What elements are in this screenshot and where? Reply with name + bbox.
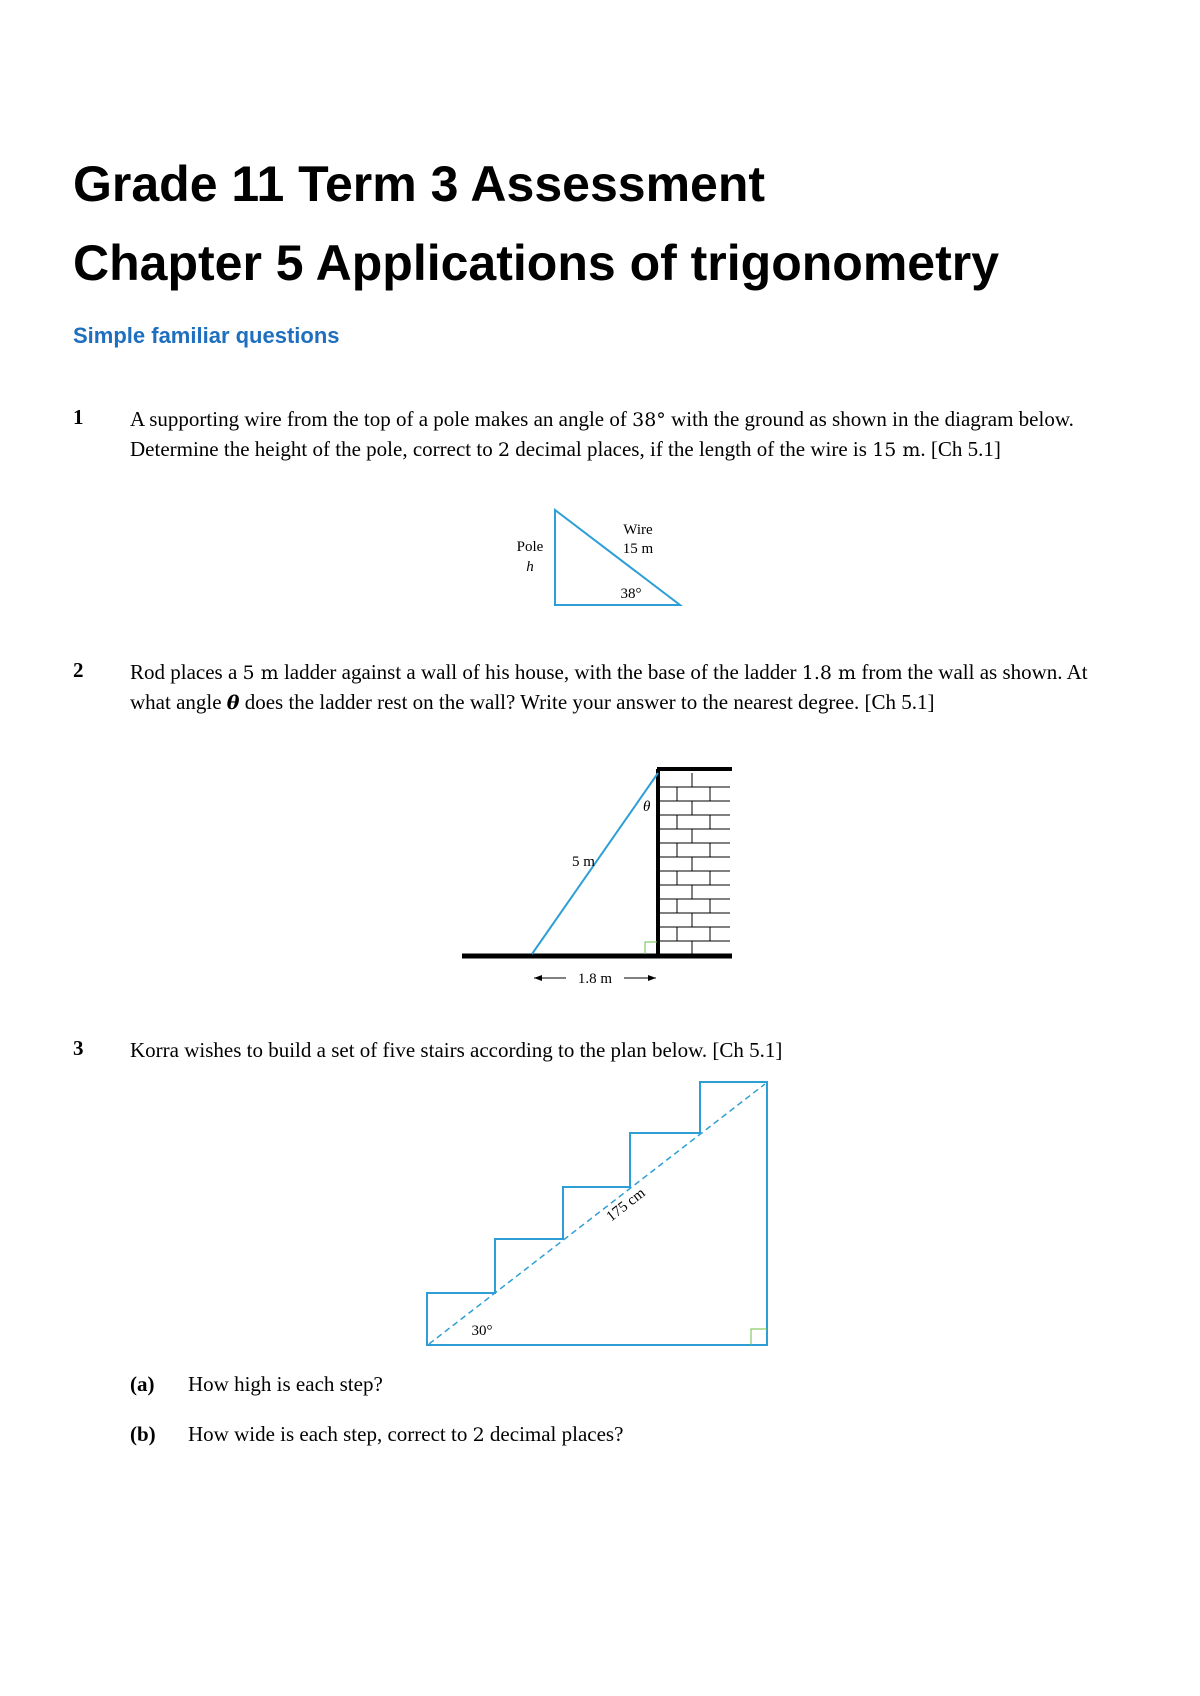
part-text-b: How wide is each step, correct to 2 decimal places?: [188, 1422, 624, 1446]
question-number-3: 3: [73, 1036, 84, 1060]
diagonal-length-label: 175 cm: [603, 1185, 649, 1226]
question-text-1: A supporting wire from the top of a pole makes an angle of 38° with the ground as shown in the diagram below. Determine the height of the pole, correct to 2 decimal places, if the length of the wire is 15 m. [Ch 5.1]: [130, 407, 1074, 461]
brick-pattern: [660, 773, 730, 955]
diagonal-dashed-line: [429, 1084, 765, 1344]
pole-label: Pole: [516, 539, 544, 555]
question-number-2: 2: [73, 658, 84, 682]
pole-wire-diagram: [505, 505, 695, 610]
dimension-arrow-right: [648, 975, 656, 981]
wire-length-label: 15 m: [622, 541, 654, 557]
question-number-1: 1: [73, 405, 84, 429]
pole-variable-label: h: [526, 559, 534, 575]
angle-label: 38°: [620, 586, 642, 602]
chapter-title: Chapter 5 Applications of trigonometry: [73, 235, 1000, 291]
theta-label: θ: [643, 799, 651, 815]
stairs-angle-label: 30°: [471, 1323, 493, 1339]
stairs-diagram: [425, 1080, 770, 1350]
right-angle-marker: [751, 1329, 767, 1345]
part-label-b: (b): [130, 1422, 156, 1446]
question-text-2: Rod places a 5 m ladder against a wall of his house, with the base of the ladder 1.8 m from the wall as shown. At what angle θ does the ladder rest on the wall? Write your answer to the nearest degree. [Ch 5.1]: [130, 660, 1088, 714]
section-heading: Simple familiar questions: [73, 323, 340, 348]
right-angle-marker: [645, 942, 657, 954]
ladder-wall-diagram: [462, 760, 732, 990]
base-distance-label: 1.8 m: [577, 971, 613, 987]
ladder-length-label: 5 m: [572, 854, 595, 870]
ladder-line: [532, 773, 658, 954]
part-text-a: How high is each step?: [188, 1372, 383, 1396]
page-title: Grade 11 Term 3 Assessment: [73, 156, 766, 212]
part-label-a: (a): [130, 1372, 155, 1396]
wire-label: Wire: [623, 522, 653, 538]
question-text-3: Korra wishes to build a set of five stairs according to the plan below. [Ch 5.1]: [130, 1038, 783, 1062]
pole-wire-triangle: [555, 510, 680, 605]
dimension-arrow-left: [534, 975, 542, 981]
